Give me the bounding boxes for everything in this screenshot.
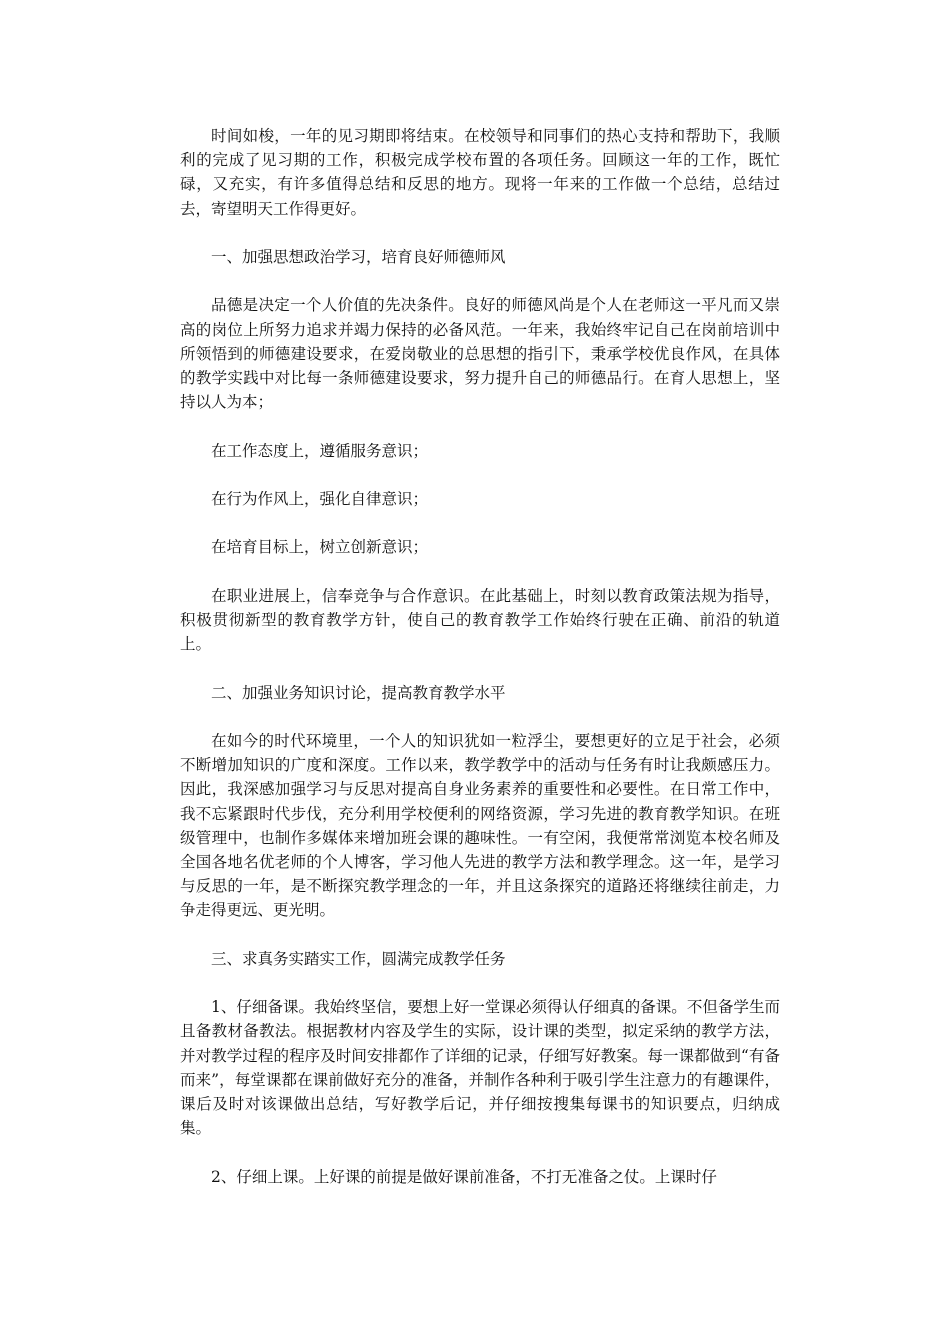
body-paragraph: 在行为作风上，强化自律意识； [211,489,429,508]
body-paragraph: 品德是决定一个人价值的先决条件。良好的师德风尚是个人在老师这一平凡而又崇高的岗位上所努力追求并竭力保持的必备风范。一年来，我始终牢记自己在岗前培训中所领悟到的师德建设要求，在爱岗敬业的总思想的指引下，秉承学校优良作风，在具体的教学实践中对比每一条师德建设要求，努力提升自己的师德品行。在育人思想上，坚持以人为本； [180,296,780,412]
body-paragraph: 在如今的时代环境里，一个人的知识犹如一粒浮尘，要想更好的立足于社会，必须不断增加知识的广度和深度。工作以来，教学教学中的活动与任务有时让我颇感压力。因此，我深感加强学习与反思对提高自身业务素养的重要性和必要性。在日常工作中，我不忘紧跟时代步伐，充分利用学校便利的网络资源，学习先进的教育教学知识。在班级管理中，也制作多媒体来增加班会课的趣味性。一有空闲，我便常常浏览本校名师及全国各地名优老师的个人博客，学习他人先进的教学方法和教学理念。这一年，是学习与反思的一年，是不断探究教学理念的一年，并且这条探究的道路还将继续往前走，力争走得更远、更光明。 [180,731,780,920]
body-paragraph: 在工作态度上，遵循服务意识； [211,441,429,460]
body-paragraph: 在培育目标上，树立创新意识； [211,538,429,557]
body-paragraph: 2、仔细上课。上好课的前提是做好课前准备，不打无准备之仗。上课时仔 [211,1167,717,1186]
intro-paragraph: 时间如梭，一年的见习期即将结束。在校领导和同事们的热心支持和帮助下，我顺利的完成了见习期的工作，积极完成学校布置的各项任务。回顾这一年的工作，既忙碌，又充实，有许多值得总结和反思的地方。现将一年来的工作做一个总结，总结过去，寄望明天工作得更好。 [180,127,780,218]
body-paragraph: 1、仔细备课。我始终坚信，要想上好一堂课必须得认仔细真的备课。不但备学生而且备教材备教法。根据教材内容及学生的实际，设计课的类型，拟定采纳的教学方法，并对教学过程的程序及时间安排都作了详细的记录，仔细写好教案。每一课都做到“有备而来”，每堂课都在课前做好充分的准备，并制作各种利于吸引学生注意力的有趣课件，课后及时对该课做出总结，写好教学后记，并仔细按搜集每课书的知识要点，归纳成集。 [180,998,780,1138]
section-heading-1: 一、加强思想政治学习，培育良好师德师风 [211,248,506,266]
section-heading-2: 二、加强业务知识讨论，提高教育教学水平 [211,683,506,702]
document-body [180,124,780,1213]
body-paragraph: 在职业进展上，信奉竞争与合作意识。在此基础上，时刻以教育政策法规为指导，积极贯彻新型的教育教学方针，使自己的教育教学工作始终行驶在正确、前沿的轨道上。 [180,586,780,654]
section-heading-3: 三、求真务实踏实工作，圆满完成教学任务 [211,949,506,968]
